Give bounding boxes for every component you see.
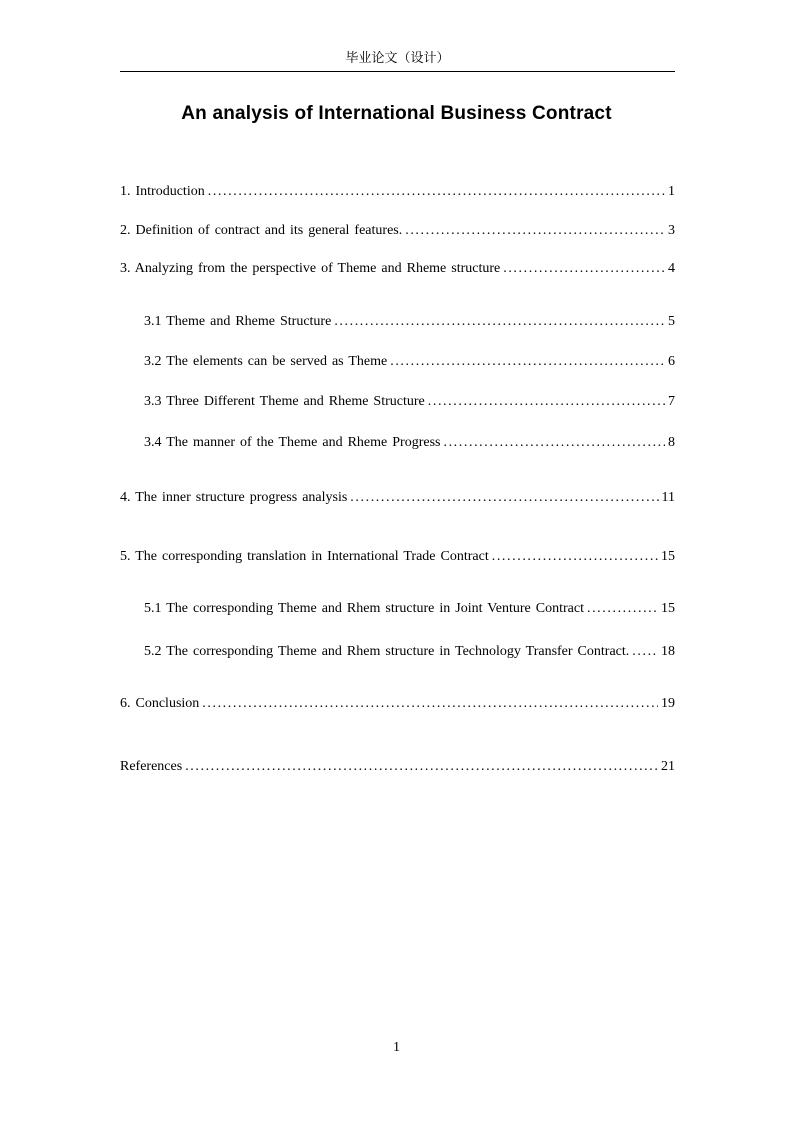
toc-page-number: 15: [661, 601, 675, 616]
dot-leader: [503, 259, 665, 278]
dot-leader: [202, 694, 658, 713]
dot-leader: [390, 352, 665, 371]
dot-leader: [350, 488, 658, 507]
toc-entry-5-2-technology-transfer[interactable]: [120, 642, 675, 661]
toc-entry-1-introduction[interactable]: [120, 182, 675, 201]
toc-entry-label: 3.2 The elements can be served as Theme: [144, 354, 388, 369]
toc-entry-label: 6. Conclusion: [120, 696, 200, 711]
dot-leader: [492, 547, 658, 566]
dot-leader: [632, 642, 658, 661]
toc-entry-label: 3.3 Three Different Theme and Rheme Structure: [144, 394, 425, 409]
toc-page-number: 1: [668, 184, 675, 199]
toc-entry-label: 5. The corresponding translation in International Trade Contract: [120, 549, 489, 564]
toc-page-number: 21: [661, 759, 675, 774]
toc-entry-3-2-elements-as-theme[interactable]: [120, 352, 675, 371]
dot-leader: [334, 312, 665, 331]
toc-page-number: 6: [668, 354, 675, 369]
header-rule: [120, 71, 675, 72]
toc-entry-label: 2. Definition of contract and its general features.: [120, 223, 403, 238]
dot-leader: [443, 433, 665, 452]
dot-leader: [405, 221, 665, 240]
toc-page-number: 5: [668, 314, 675, 329]
document-title: An analysis of International Business Contract: [181, 103, 612, 124]
footer-page-number: 1: [393, 1040, 400, 1055]
toc-page-number: 7: [668, 394, 675, 409]
dot-leader: [185, 757, 658, 776]
toc-entry-4-inner-structure[interactable]: [120, 488, 675, 507]
dot-leader: [428, 392, 665, 411]
toc-page-number: 4: [668, 261, 675, 276]
toc-entry-label: 5.2 The corresponding Theme and Rhem structure in Technology Transfer Contract.: [144, 644, 630, 659]
toc-entry-6-conclusion[interactable]: [120, 694, 675, 713]
toc-entry-3-theme-rheme-perspective[interactable]: [120, 259, 675, 278]
toc-entry-label: 4. The inner structure progress analysis: [120, 490, 348, 505]
toc-entry-references[interactable]: [120, 757, 675, 776]
toc-entry-3-1-theme-rheme-structure[interactable]: [120, 312, 675, 331]
toc-entry-5-translation-trade-contract[interactable]: [120, 547, 675, 566]
toc-page-number: 19: [661, 696, 675, 711]
toc-entry-label: References: [120, 759, 183, 774]
toc-entry-label: 1. Introduction: [120, 184, 205, 199]
toc-entry-3-3-three-structures[interactable]: [120, 392, 675, 411]
toc-entry-5-1-joint-venture[interactable]: [120, 599, 675, 618]
toc-page-number: 3: [668, 223, 675, 238]
toc-page-number: 11: [661, 490, 675, 505]
toc-entry-3-4-progress-manner[interactable]: [120, 433, 675, 452]
toc-entry-2-definition[interactable]: [120, 221, 675, 240]
toc-page-number: 8: [668, 435, 675, 450]
toc-entry-label: 3.4 The manner of the Theme and Rheme Progress: [144, 435, 441, 450]
dot-leader: [208, 182, 665, 201]
toc-entry-label: 3. Analyzing from the perspective of Theme and Rheme structure: [120, 261, 501, 276]
page-header-title: 毕业论文（设计）: [345, 50, 450, 65]
toc-page-number: 15: [661, 549, 675, 564]
toc-entry-label: 3.1 Theme and Rheme Structure: [144, 314, 332, 329]
page-footer: [0, 1039, 793, 1057]
dot-leader: [587, 599, 658, 618]
toc-page-number: 18: [661, 644, 675, 659]
toc-entry-label: 5.1 The corresponding Theme and Rhem structure in Joint Venture Contract: [144, 601, 584, 616]
